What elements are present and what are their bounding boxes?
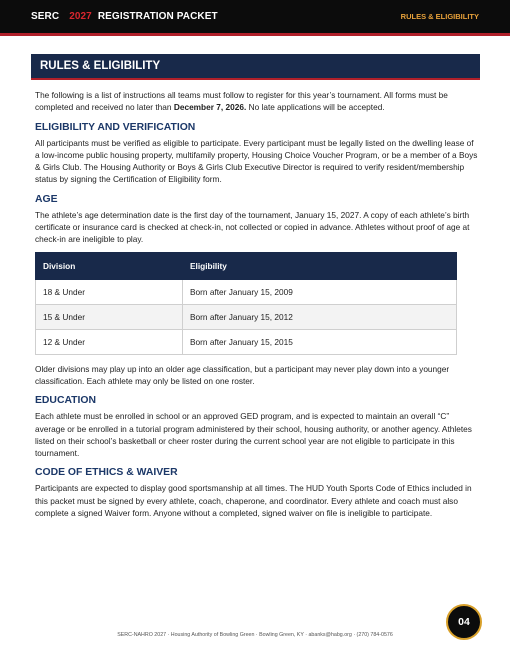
intro-deadline: December 7, 2026. (173, 102, 247, 113)
age-paragraph: The athlete’s age determination date is the first day of the tournament, January 15, 2027. A copy of each athlete’s birth certificate or insurance card is checked at check-in, not collected or copied in advance. Athletes without proof of age at check-in are ineligible to play. (35, 209, 470, 245)
table-row (36, 279, 457, 304)
age-rules-paragraph: Older divisions may play up into an older age classification, but a participant may never play down into a younger classification. Each athlete may only be listed on one roster. (35, 363, 450, 386)
division-cell: 15 & Under (36, 304, 183, 329)
division-cell: 18 & Under (36, 279, 183, 304)
eligibility-paragraph: All participants must be verified as eligible to participate. Every participant must be legally listed on the dwelling lease of a low-income public housing property, multifamily property, Housing Choice Voucher Program, or be a member of a Boys & Girls Club. The Housing Authority or Boys & Girls Club Executive Director is required to verify resident/membership status by signing the Certification of Eligibility form. (35, 137, 478, 185)
education-heading: EDUCATION (35, 395, 96, 407)
intro-text-end: No late applications will be accepted. (246, 102, 385, 113)
intro-text: The following is a list of instructions all teams must follow to register for this year’s tournament. All forms must be completed and received no later than (35, 90, 448, 113)
table-header-eligibility: Eligibility (183, 252, 457, 279)
table-row (36, 329, 457, 354)
table-header-division: Division (36, 252, 183, 279)
header-brand (31, 0, 218, 33)
table-row (36, 304, 457, 329)
age-heading: AGE (35, 193, 58, 205)
section-banner: RULES & ELIGIBILITY (31, 54, 480, 80)
footer-text: SERC-NAHRO 2027 · Housing Authority of Bowling Green · Bowling Green, KY · abanks@habg.org · (270) 784-0576 (117, 632, 393, 638)
page-content (31, 54, 480, 524)
eligibility-heading: ELIGIBILITY AND VERIFICATION (35, 121, 196, 133)
ethics-paragraph: Participants are expected to display good sportsmanship at all times. The HUD Youth Sports Code of Ethics included in this packet must be signed by every athlete, coach, chaperone, and coordinator. Every athlete and coach must also complete a signed Waiver form. Anyone without a completed, signed waiver on file is ineligible to participate. (35, 483, 472, 519)
eligibility-cell: Born after January 15, 2015 (183, 329, 457, 354)
division-table (35, 252, 457, 355)
brand-name: SERC (31, 11, 60, 22)
ethics-heading: CODE OF ETHICS & WAIVER (35, 467, 178, 479)
header-bar (0, 0, 510, 36)
table-header-row (36, 252, 457, 279)
division-cell: 12 & Under (36, 329, 183, 354)
brand-year: 2027 (69, 11, 92, 22)
eligibility-cell: Born after January 15, 2009 (183, 279, 457, 304)
eligibility-cell: Born after January 15, 2012 (183, 304, 457, 329)
intro-paragraph (35, 89, 479, 114)
page-number-badge: 04 (446, 604, 482, 640)
brand-subtitle: REGISTRATION PACKET (97, 11, 218, 22)
education-paragraph: Each athlete must be enrolled in school or an approved GED program, and is expected to maintain an overall “C” average or be enrolled in a tutorial program administered by their school, housing authority, or another agency. Athletes listed on their school’s basketball or cheer roster during the current school year are not eligible to participate in this tournament. (35, 411, 472, 459)
header-section-tag: RULES & ELIGIBILITY (400, 12, 479, 21)
